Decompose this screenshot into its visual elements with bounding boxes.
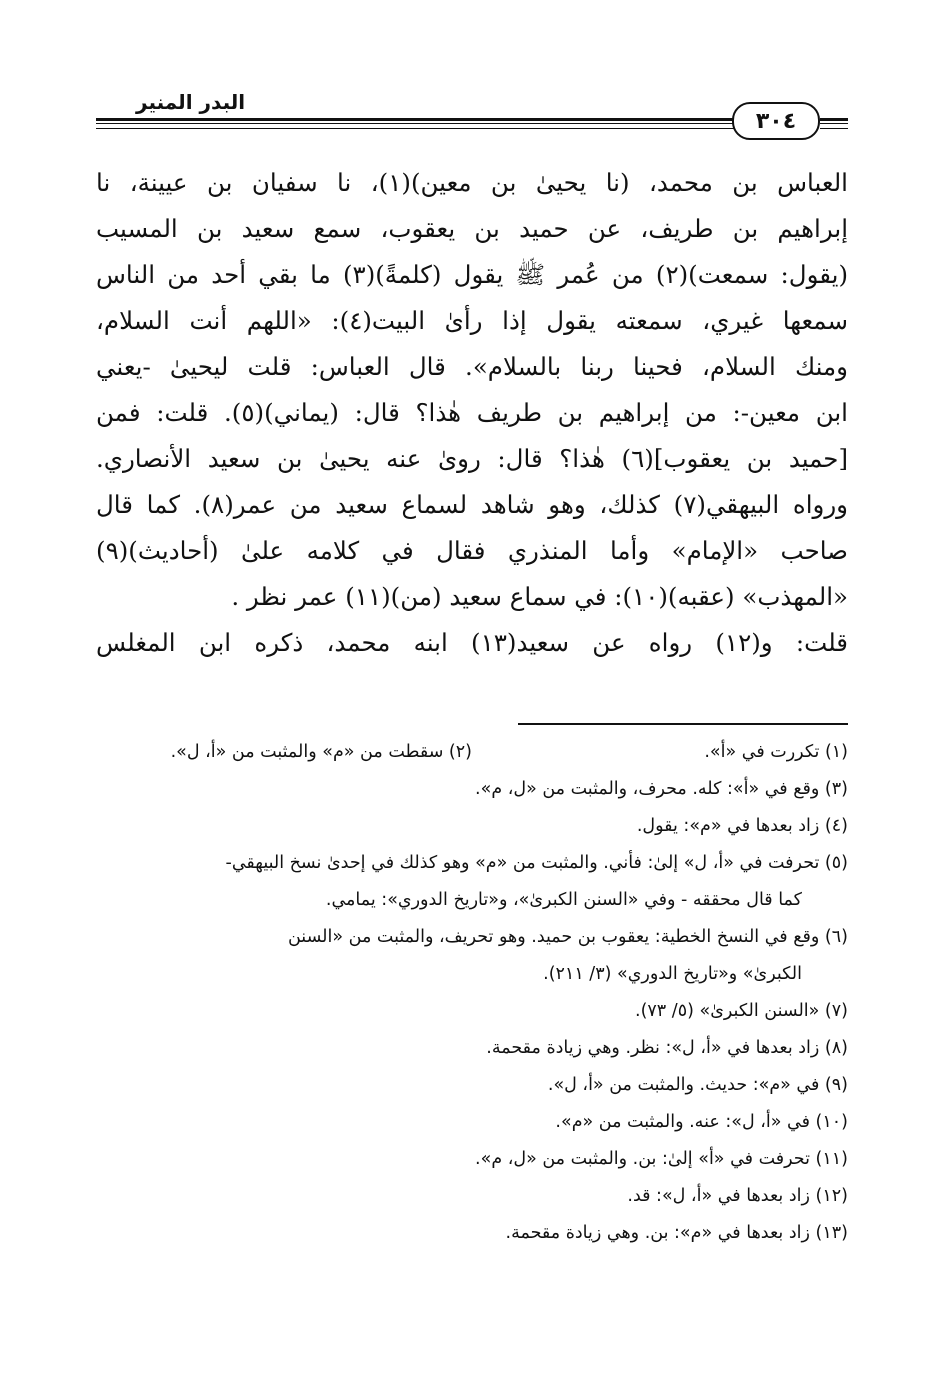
page-header (96, 86, 848, 136)
text-line: سمعها غيري، سمعته يقول إذا رأىٰ البيت(٤): «اللهم أنت السلام، (96, 306, 848, 335)
main-text (96, 160, 848, 666)
footnotes (96, 734, 848, 1252)
footnote: (٣) وقع في «أ»: كله. محرف، والمثبت من «ل، م». (475, 779, 848, 799)
header-rule (96, 123, 736, 124)
footnote: (٨) زاد بعدها في «أ، ل»: نظر. وهي زيادة مقحمة. (486, 1038, 848, 1058)
text-line: «المهذب» (عقبه)(١٠): في سماع سعيد (من)(١١) عمر نظر . (231, 582, 848, 611)
book-title: البدر المنير (136, 90, 246, 114)
footnote: (١٣) زاد بعدها في «م»: بن. وهي زيادة مقحمة. (505, 1223, 848, 1243)
text-line: العباس بن محمد، (نا يحيىٰ بن معين)(١)، نا سفيان بن عيينة، نا (96, 168, 848, 197)
footnote-row (96, 734, 848, 771)
header-rule (96, 128, 736, 129)
text-line: (يقول: سمعت)(٢) من عُمر ﷺ يقول (كلمةً)(٣) ما بقي أحد من الناس (96, 260, 848, 289)
text-line: قلت: و(١٢) رواه عن سعيد(١٣) ابنه محمد، ذكره ابن المغلس (96, 628, 848, 657)
text-line: ومنك السلام، فحينا ربنا بالسلام». قال العباس: قلت ليحيىٰ -يعني (96, 352, 848, 381)
footnote: (١٢) زاد بعدها في «أ، ل»: قد. (627, 1186, 848, 1206)
footnote: (٧) «السنن الكبرىٰ» (٥/ ٧٣). (635, 1001, 848, 1021)
footnote: (١١) تحرفت في «أ» إلىٰ: بن. والمثبت من «ل، م». (475, 1149, 848, 1169)
footnote-continuation: كما قال محققه - وفي «السنن الكبرىٰ»، و«تاريخ الدوري»: يمامي. (325, 890, 802, 910)
text-line: ابن معين-: من إبراهيم بن طريف هٰذا؟ قال: (يماني)(٥). قلت: فمن (96, 398, 848, 427)
footnote-continuation: الكبرىٰ» و«تاريخ الدوري» (٣/ ٢١١). (543, 964, 802, 984)
text-line: [حميد بن يعقوب](٦) هٰذا؟ قال: روىٰ عنه يحيىٰ بن سعيد الأنصاري. (96, 444, 848, 473)
header-rule (820, 123, 848, 124)
footnote: (٤) زاد بعدها في «م»: يقول. (636, 816, 848, 836)
page-number-badge (732, 102, 820, 140)
footnote: (١) تكررت في «أ». (704, 742, 848, 762)
page-number: ٣٠٤ (755, 108, 797, 134)
header-rule (820, 118, 848, 121)
footnote: (٢) سقطت من «م» والمثبت من «أ، ل». (170, 742, 472, 762)
footnote: (١٠) في «أ، ل»: عنه. والمثبت من «م». (555, 1112, 848, 1132)
header-rule (96, 118, 736, 121)
footnote-divider (96, 723, 848, 725)
text-line: صاحب «الإمام» وأما المنذري فقال في كلامه علىٰ (أحاديث)(٩) (96, 536, 848, 565)
footnote: (٥) تحرفت في «أ، ل» إلىٰ: فأني. والمثبت من «م» وهو كذلك في إحدىٰ نسخ البيهقي- (225, 853, 848, 873)
footnote: (٦) وقع في النسخ الخطية: يعقوب بن حميد. وهو تحريف، والمثبت من «السنن (287, 927, 848, 947)
header-rule (820, 128, 848, 129)
text-line: إبراهيم بن طريف، عن حميد بن يعقوب، سمع سعيد بن المسيب (96, 214, 848, 243)
footnote: (٩) في «م»: حديث. والمثبت من «أ، ل». (547, 1075, 848, 1095)
text-line: ورواه البيهقي(٧) كذلك، وهو شاهد لسماع سعيد من عمر(٨). كما قال (96, 490, 848, 519)
